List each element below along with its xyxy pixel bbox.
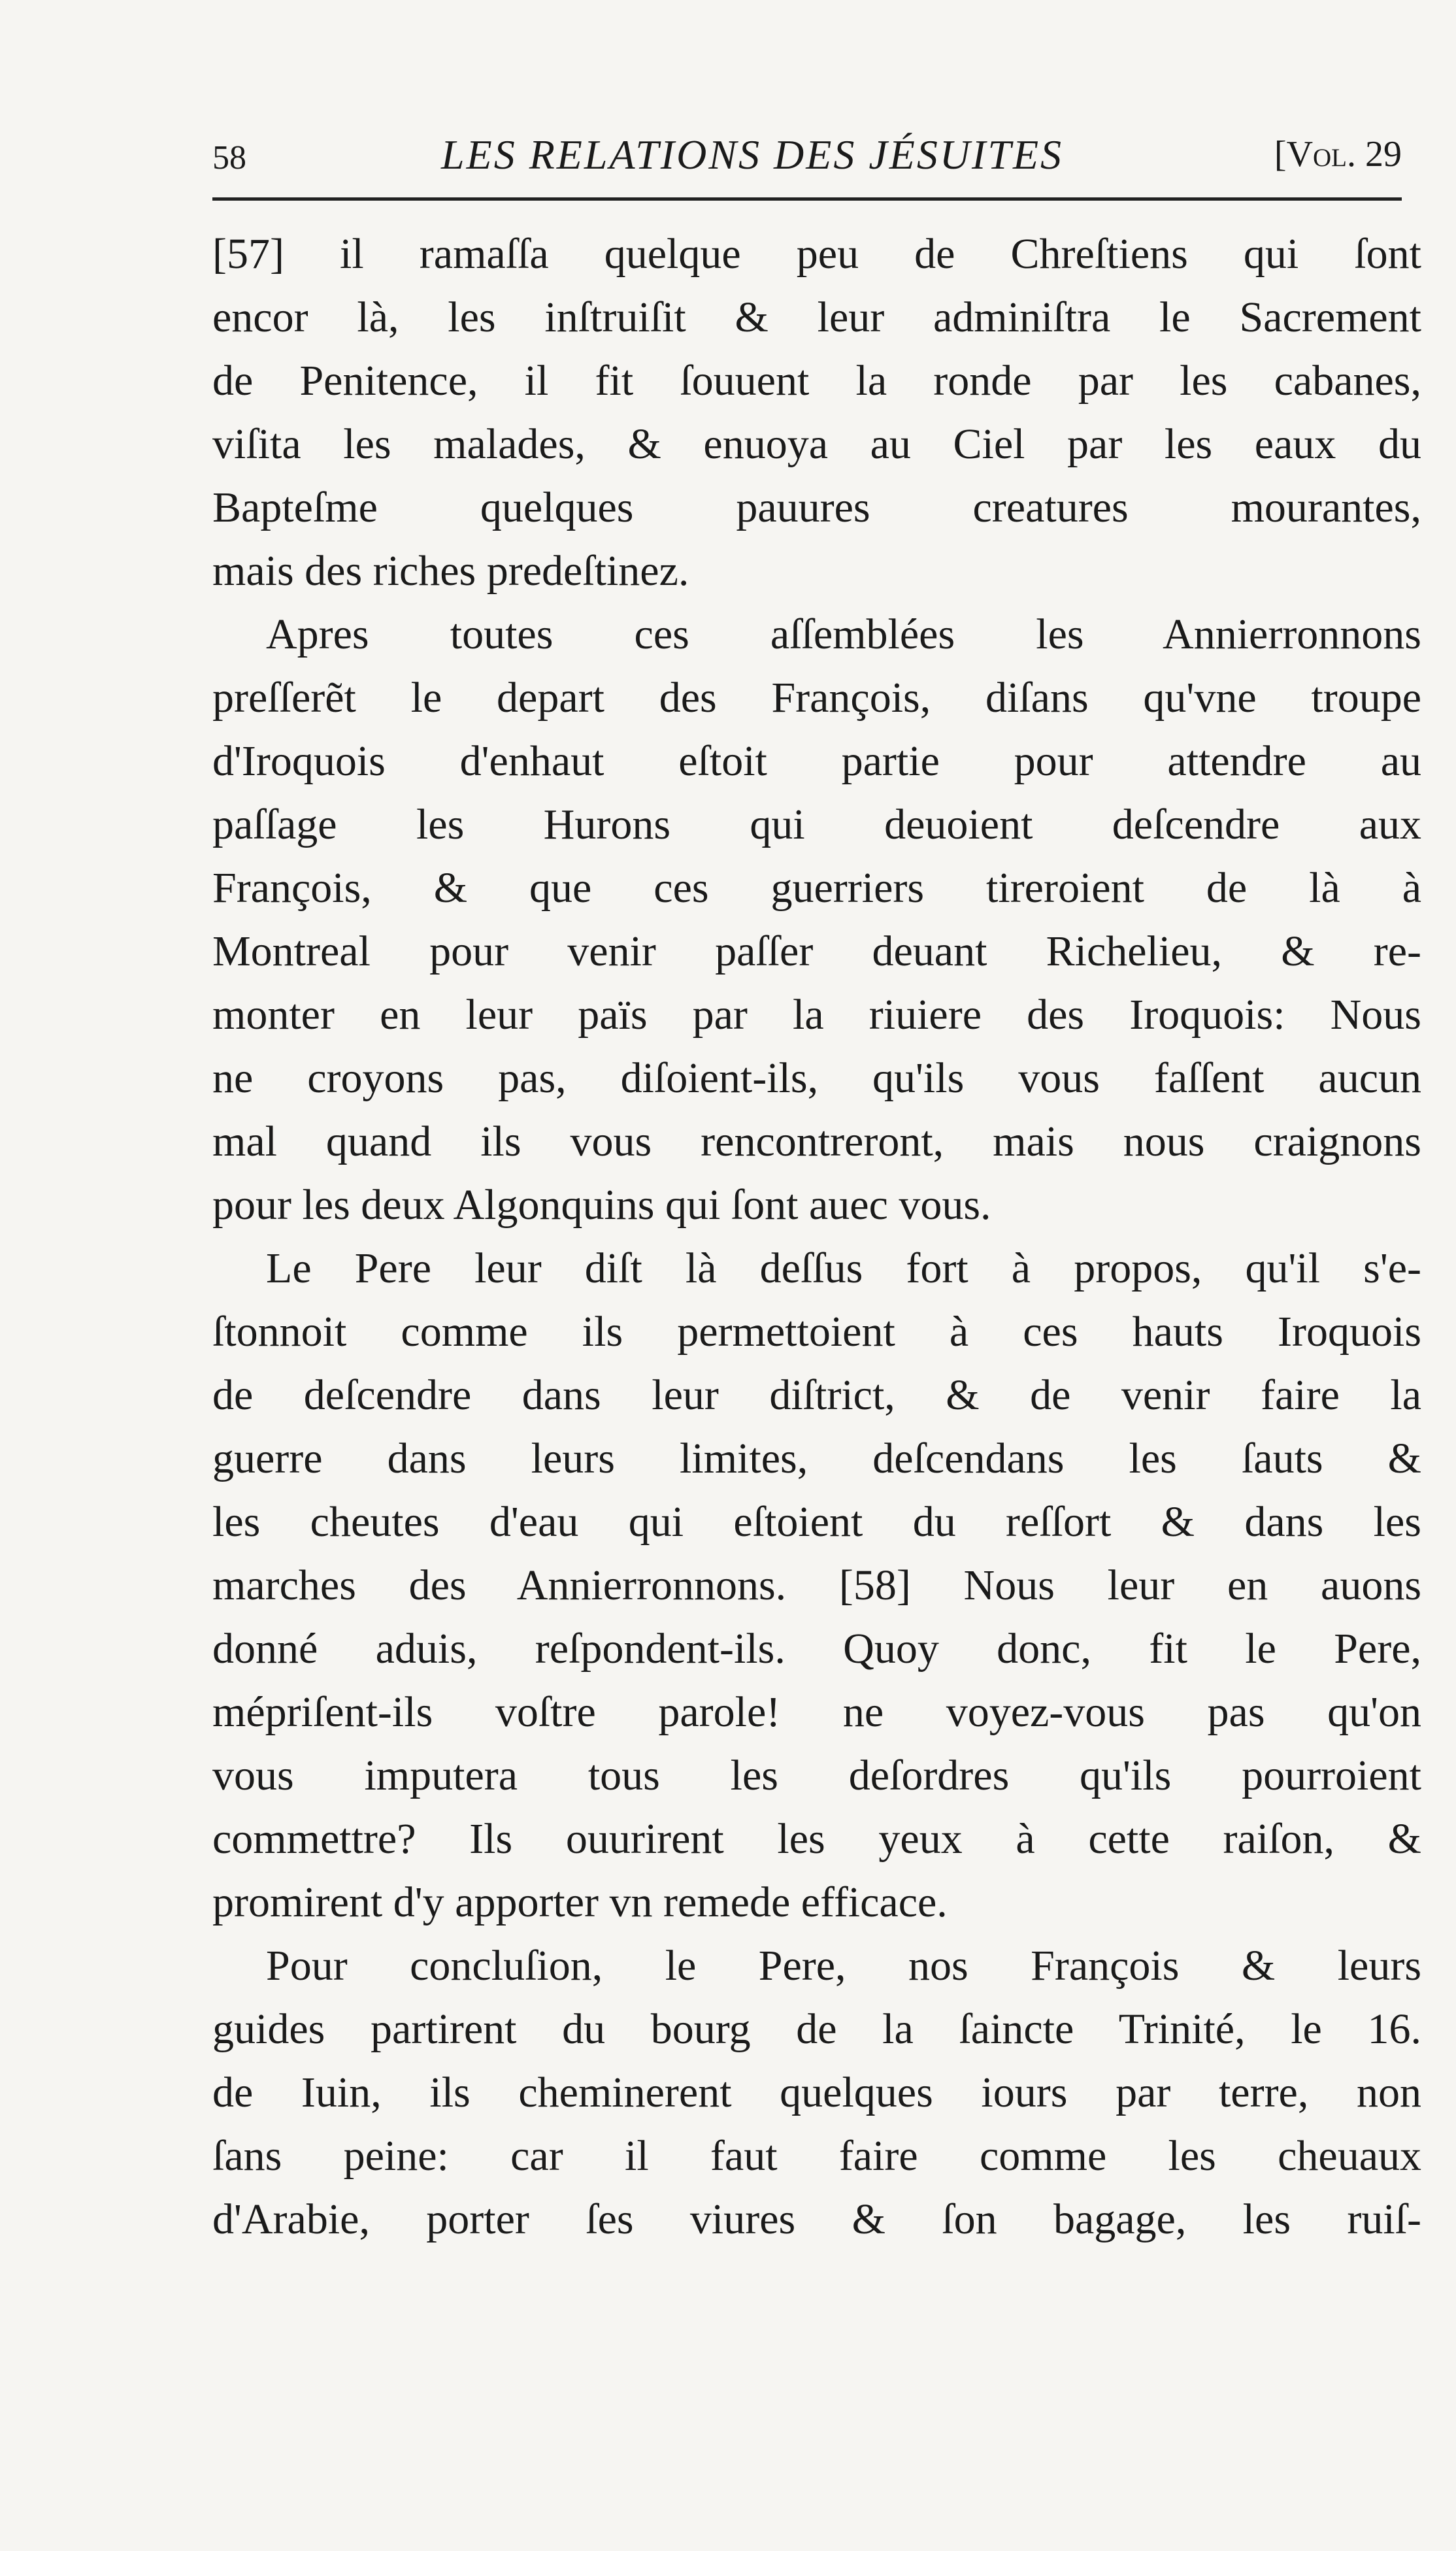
text-line: preſſerẽt le depart des François, diſans qu'vne troupe <box>212 674 1421 722</box>
page-number: 58 <box>212 139 246 176</box>
text-line: François, & que ces guerriers tireroient de là à <box>212 864 1421 912</box>
text-line: promirent d'y apporter vn remede efficace. <box>212 1878 948 1926</box>
text-line: vous imputera tous les deſordres qu'ils pourroient <box>212 1752 1421 1799</box>
text-line: Apres toutes ces aſſemblées les Annierronnons <box>266 610 1421 658</box>
text-line: commettre? Ils ouurirent les yeux à cette raiſon, & <box>212 1815 1421 1863</box>
text-line: donné aduis, reſpondent-ils. Quoy donc, fit le Pere, <box>212 1625 1421 1673</box>
text-line: [57] il ramaſſa quelque peu de Chreſtiens qui ſont <box>212 230 1421 278</box>
volume-label: [Vol. 29 <box>1274 134 1402 175</box>
text-line: pour les deux Algonquins qui ſont auec vous. <box>212 1181 991 1229</box>
text-line: d'Arabie, porter ſes viures & ſon bagage, les ruiſ- <box>212 2195 1421 2243</box>
text-line: de Iuin, ils cheminerent quelques iours par terre, non <box>212 2069 1421 2116</box>
body-text <box>212 222 1421 2251</box>
running-header <box>212 124 1402 190</box>
text-line: mépriſent-ils voſtre parole! ne voyez-vous pas qu'on <box>212 1688 1421 1736</box>
running-title: LES RELATIONS DES JÉSUITES <box>441 131 1064 178</box>
text-line: guerre dans leurs limites, deſcendans les ſauts & <box>212 1435 1421 1482</box>
text-line: encor là, les inſtruiſit & leur adminiſtra le Sacrement <box>212 293 1421 341</box>
text-line: guides partirent du bourg de la ſaincte Trinité, le 16. <box>212 2005 1421 2053</box>
text-line: viſita les malades, & enuoya au Ciel par les eaux du <box>212 420 1421 468</box>
text-line: monter en leur païs par la riuiere des Iroquois: Nous <box>212 991 1421 1039</box>
text-line: les cheutes d'eau qui eſtoient du reſſort & dans les <box>212 1498 1421 1546</box>
text-line: ne croyons pas, diſoient-ils, qu'ils vous faſſent aucun <box>212 1054 1421 1102</box>
text-line: marches des Annierronnons. [58] Nous leur en auons <box>212 1561 1421 1609</box>
text-line: de Penitence, il fit ſouuent la ronde par les cabanes, <box>212 357 1421 405</box>
text-line: mal quand ils vous rencontreront, mais nous craignons <box>212 1118 1421 1165</box>
text-line: mais des riches predeſtinez. <box>212 547 689 595</box>
text-line: Pour concluſion, le Pere, nos François & leurs <box>266 1942 1421 1990</box>
header-rule <box>212 197 1402 201</box>
text-line: paſſage les Hurons qui deuoient deſcendre aux <box>212 801 1421 848</box>
text-line: Montreal pour venir paſſer deuant Richelieu, & re- <box>212 927 1421 975</box>
text-line: Bapteſme quelques pauures creatures mourantes, <box>212 484 1421 531</box>
text-line: d'Iroquois d'enhaut eſtoit partie pour attendre au <box>212 737 1421 785</box>
text-line: Le Pere leur diſt là deſſus fort à propos, qu'il s'e- <box>266 1244 1421 1292</box>
text-line: ſans peine: car il faut faire comme les cheuaux <box>212 2132 1421 2180</box>
text-line: de deſcendre dans leur diſtrict, & de venir faire la <box>212 1371 1421 1419</box>
text-line: ſtonnoit comme ils permettoient à ces hauts Iroquois <box>212 1308 1421 1356</box>
